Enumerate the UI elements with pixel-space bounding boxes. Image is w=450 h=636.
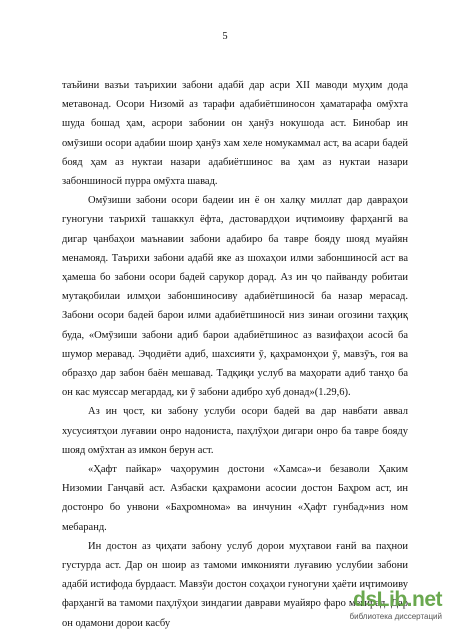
page-number: 5: [222, 31, 228, 42]
paragraph-1: таъйини вазъи таърихии забони адабй дар асри XII маводи муҳим дода метавонад. Осори Низомй аз тарафи адабиётшиносон ҳаматарафа омӯхта шуда бошад ҳам, асрори забонии он ҳанӯз нокушода аст. Бинобар ин омӯзиши осори адабии шоир ҳанӯз хам хеле номукаммал аст, ва асари бадей бояд ҳам аз нуктаи назари адабиётшинос ва ҳам аз нуктаи назари забоншиносй пурра омӯхта шавад.: [62, 80, 408, 188]
paragraph-5: Ин достон аз ҷиҳати забону услуб дорои муҳтавои ғанй ва паҳнои густурда аст. Дар он шоир аз тамоми имконияти луғавию услубии забони адабй истифода бурдааст. Мавзӯи достон соҳаҳои гуногуни ҳаёти иҷтимоиву фарҳангй ва тамоми паҳлӯҳои зиндагии даврави муайяро фаро мегирад. Дар он одамони дорои касбу: [62, 540, 408, 629]
paragraph-3: Аз ин ҷост, ки забону услуби осори бадей ва дар навбати аввал хусусиятҳои луғавии онро надониста, паҳлӯҳои дигари онро ба тавре бояду шояд омӯхтан аз имкон берун аст.: [62, 406, 408, 456]
body-text: [62, 76, 408, 633]
watermark[interactable]: [322, 588, 442, 628]
watermark-logo[interactable]: dsLib.net: [353, 588, 442, 611]
paragraph-4: «Ҳафт пайкар» чаҳорумин достони «Хамса»-и безаволи Ҳаким Низомии Ганҷавй аст. Азбаски қаҳрамони асосии достон Баҳром аст, ин достонро бо унвони «Баҳромнома» ва инчунин «Ҳафт гунбад»низ ном мебаранд.: [62, 464, 408, 533]
paragraph-2: Омӯзиши забони осори бадеии ин ё он халқу миллат дар давраҳои гуногуни таърихй ташаккул ёфта, дастовардҳои иҷтимоиву фарҳангй ва дигар ҷанбаҳои маънавии забони адабиро ба тавре бояду шояд муайян менамояд. Таърихи забони адабй яке аз шохаҳои илми забоншиносй аст ва ҳамеша бо забони осори бадей сарукор дорад. Аз ин ҷо пайванду робитаи мутақобилаи илмҳои забоншиносиву адабиётшиносй ба назар мерасад. Забони осори бадей барои илми адабиётшиносй низ зинаи огозини таҳқиқ буда, «Омӯзиши забони адиб барои адабиётшинос аз вазифаҳои асосй ба шумор меравад. Эҷодиёти адиб, шахсияти ӯ, қаҳрамонҳои ӯ, мавзӯъ, гоя ва образҳо дар забон баён мешавад. Тадқиқи услуб ва маҳорати адиб танҳо ба он кас муяссар мегардад, ки ӯ забони адибро хуб донад»(1.29,6).: [62, 195, 408, 399]
watermark-subtitle: библиотека диссертаций: [349, 612, 442, 621]
